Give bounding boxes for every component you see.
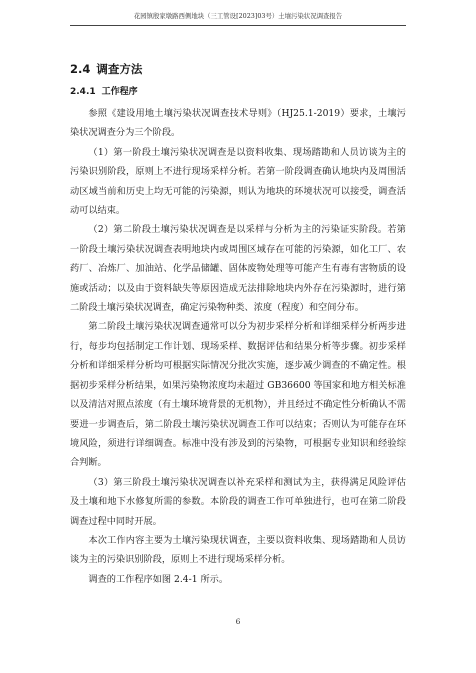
section-title: 调查方法 (96, 62, 143, 76)
subsection-number: 2.4.1 (70, 87, 96, 97)
paragraph-stage-three: （3）第三阶段土壤污染状况调查以补充采样和测试为主，获得满足风险评估及土壤和地下水修复所需的参数。本阶段的调查工作可单独进行，也可在第二阶段调查过程中同时开展。 (70, 476, 406, 527)
subsection-title: 工作程序 (101, 87, 138, 97)
page-body (70, 58, 406, 589)
paragraph-stage-two-detail: 第二阶段土壤污染状况调查通常可以分为初步采样分析和详细采样分析两步进行，每步均包括制定工作计划、现场采样、数据评估和结果分析等步骤。初步采样分析和详细采样分析均可根据实际情况分批次实施，逐步减少调查的不确定性。根据初步采样分析结果，如果污染物浓度均未超过 GB36600 等国家和地方相关标准以及清洁对照点浓度（有土壤环境背景的无机物），并且经过不确定性分析确认不需要进一步调查后，第二阶段土壤污染状况调查工作可以结束；否则认为可能存在环境风险，须进行详细调查。标准中没有涉及到的污染物，可根据专业知识和经验综合判断。 (70, 321, 406, 469)
section-heading (70, 58, 406, 80)
paragraph-intro: 参照《建设用地土壤污染状况调查技术导则》（HJ25.1-2019）要求，土壤污染状况调查分为三个阶段。 (70, 108, 406, 139)
section-number: 2.4 (70, 62, 91, 76)
subsection-heading (70, 83, 406, 101)
paragraph-scope: 本次工作内容主要为土壤污染现状调查，主要以资料收集、现场踏勘和人员访谈为主的污染识别阶段，原则上不进行现场采样分析。 (70, 534, 406, 566)
paragraph-stage-two: （2）第二阶段土壤污染状况调查是以采样与分析为主的污染证实阶段。若第一阶段土壤污染状况调查表明地块内或周围区域存在可能的污染源，如化工厂、农药厂、冶炼厂、加油站、化学品储罐、固体废物处理等可能产生有毒有害物质的设施或活动；以及由于资料缺失等原因造成无法排除地块内外存在污染源时，进行第二阶段土壤污染状况调查，确定污染物种类、浓度（程度）和空间分布。 (70, 224, 406, 314)
header-divider (70, 25, 406, 26)
page-number: 6 (235, 617, 241, 626)
running-header: 花园镇殷家墩路西侧地块（三工管设[2023]03号）土壤污染状况调查报告 (133, 12, 343, 20)
paragraph-figure-reference: 调查的工作程序如图 2.4-1 所示。 (88, 573, 229, 585)
paragraph-stage-one: （1）第一阶段土壤污染状况调查是以资料收集、现场踏勘和人员访谈为主的污染识别阶段，原则上不进行现场采样分析。若第一阶段调查确认地块内及周围活动区域当前和历史上均无可能的污染源，则认为地块的环境状况可以接受，调查活动可以结束。 (70, 146, 406, 217)
